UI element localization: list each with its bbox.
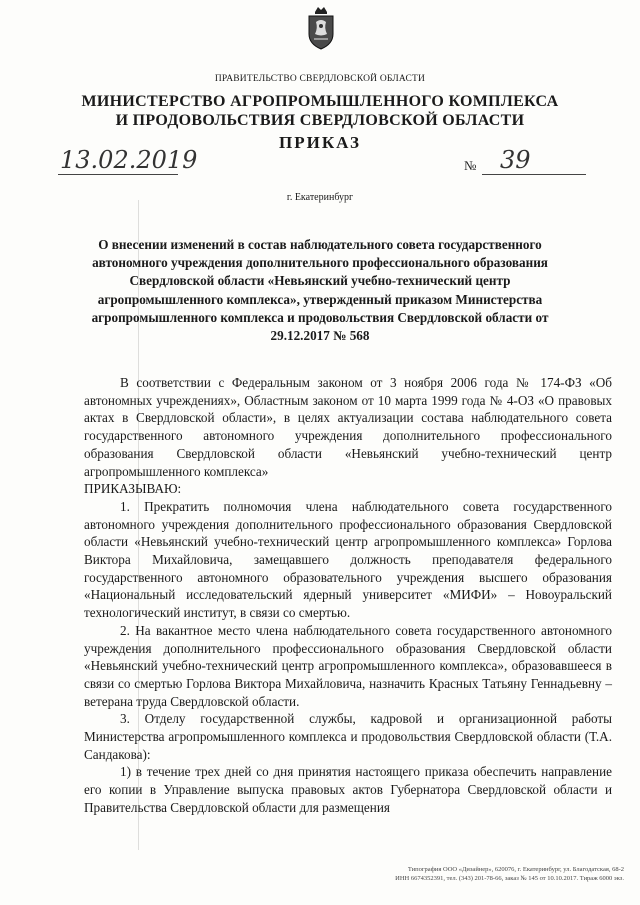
imprint-line-1: Типография ООО «Дизайнер», 620076, г. Екатеринбург, ул. Благодатская, 68-2 [407, 866, 624, 873]
handwritten-date: 13.02.2019 [60, 146, 198, 174]
document-body [84, 374, 612, 817]
item-3-paragraph: 3. Отделу государственной службы, кадровой и организационной работы Министерства агропромышленного комплекса и продовольствия Свердловской области (Т.А. Сандакова): [84, 711, 612, 762]
coat-of-arms-icon [306, 6, 336, 50]
number-underline [482, 174, 586, 175]
number-label: № [464, 158, 477, 173]
item-3-1-paragraph: 1) в течение трех дней со дня принятия настоящего приказа обеспечить направление его копии в Управление выпуска правовых актов Губернатора Свердловской области и Правительства Свердловской области для размещения [84, 764, 612, 815]
order-word: ПРИКАЗЫВАЮ: [84, 481, 182, 497]
date-underline [58, 174, 178, 175]
ministry-name [0, 92, 640, 130]
ministry-line-2: И ПРОДОВОЛЬСТВИЯ СВЕРДЛОВСКОЙ ОБЛАСТИ [115, 112, 525, 129]
printer-imprint [324, 865, 624, 883]
document-title: О внесении изменений в состав наблюдательного совета государственного автономного учреждения дополнительного профессионального образования Свердловской области «Невьянский учебно-технический центр агропромышленного комплекса», утвержденный приказом Министерства агропромышленного комплекса и продовольствия Свердловской области от 29.12.2017 № 568 [91, 237, 549, 344]
preamble-paragraph: В соответствии с Федеральным законом от 3 ноября 2006 года № 174-ФЗ «Об автономных учреждениях», Областным законом от 10 марта 1999 года № 4-ОЗ «О правовых актах в Свердловской области», в целях актуализации состава наблюдательного совета государственного автономного учреждения дополнительного профессионального образования Свердловской области «Невьянский учебно-технический центр агропромышленного комплекса» [84, 375, 612, 479]
item-1-paragraph: 1. Прекратить полномочия члена наблюдательного совета государственного автономного учреждения дополнительного профессионального образования Свердловской области «Невьянский учебно-технический центр агропромышленного комплекса» Горлова Виктора Михайловича, замещавшего должность преподавателя федерального государственного автономного образовательного учреждения высшего образования «Национальный исследовательский ядерный университет «МИФИ» – Новоуральский технологический институт, в связи со смертью. [84, 498, 612, 621]
city: г. Екатеринбург [286, 192, 354, 203]
item-2-paragraph: 2. На вакантное место члена наблюдательного совета государственного автономного учреждения дополнительного профессионального образования Свердловской области «Невьянский учебно-технический центр агропромышленного комплекса», образовавшееся в связи со смертью Горлова Виктора Михайловича, назначить Красных Татьяну Геннадьевну – ветерана труда Свердловской области. [84, 622, 612, 709]
document-type: ПРИКАЗ [279, 133, 361, 152]
imprint-line-2: ИНН 6674352391, тел. (343) 201-78-66, заказ № 145 от 10.10.2017. Тираж 6000 экз. [395, 875, 624, 882]
government-name: ПРАВИТЕЛЬСТВО СВЕРДЛОВСКОЙ ОБЛАСТИ [214, 74, 426, 84]
ministry-line-1: МИНИСТЕРСТВО АГРОПРОМЫШЛЕННОГО КОМПЛЕКСА [81, 93, 559, 110]
handwritten-number: 39 [500, 146, 531, 174]
